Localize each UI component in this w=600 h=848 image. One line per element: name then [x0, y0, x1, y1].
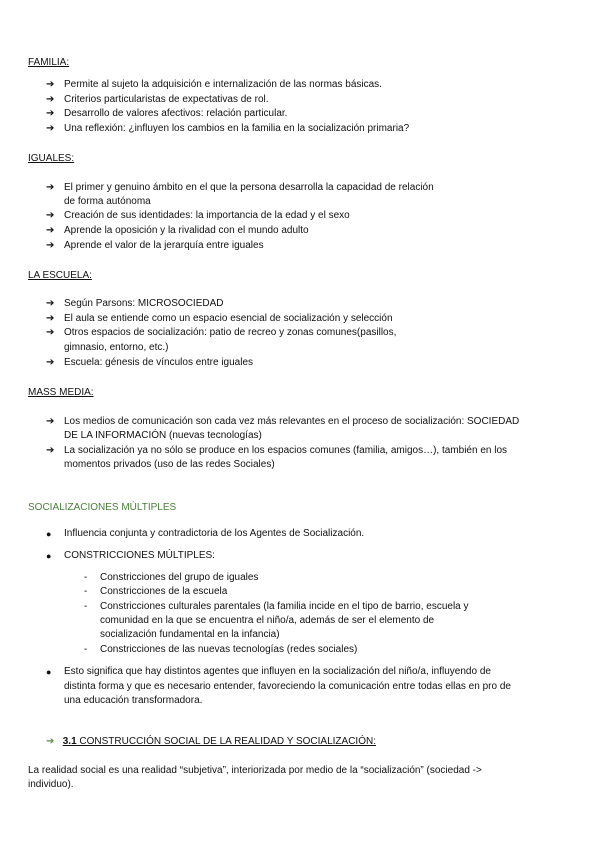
list-item: Influencia conjunta y contradictoria de los Agentes de Socialización.	[64, 528, 365, 539]
bullet-icon: ●	[46, 667, 52, 677]
list-item: El primer y genuino ámbito en el que la persona desarrolla la capacidad de relación	[64, 182, 434, 193]
list-item: La socialización ya no sólo se produce en los espacios comunes (familia, amigos…), también en los	[64, 445, 508, 456]
list-item-continuation: DE LA INFORMACIÓN (nuevas tecnologías)	[64, 430, 262, 441]
sub-item-continuation: comunidad en la que se encuentra el niño/a, además de ser el elemento de	[100, 615, 435, 626]
sub-item-continuation: socialización fundamental en la infancia)	[100, 629, 280, 640]
dash-icon: -	[84, 572, 88, 583]
list-item: Otros espacios de socialización: patio de recreo y zonas comunes(pasillos,	[64, 327, 397, 338]
arrow-icon: ➔	[46, 123, 55, 134]
list-item: Aprende el valor de la jerarquía entre iguales	[64, 240, 264, 251]
list-item: Aprende la oposición y la rivalidad con el mundo adulto	[64, 225, 309, 236]
section-title: CONSTRUCCIÓN SOCIAL DE LA REALIDAD Y SOCIALIZACIÓN:	[76, 736, 376, 747]
arrow-icon: ➔	[46, 736, 55, 747]
dash-icon: -	[84, 586, 88, 597]
dash-icon: -	[84, 601, 88, 612]
list-item: Desarrollo de valores afectivos: relación particular.	[64, 108, 288, 119]
list-item-continuation: una educación transformadora.	[64, 695, 203, 706]
list-item: CONSTRICCIONES MÚLTIPLES:	[64, 550, 215, 561]
arrow-icon: ➔	[46, 79, 55, 90]
bullet-icon: ●	[46, 529, 52, 539]
list-item-continuation: gimnasio, entorno, etc.)	[64, 342, 169, 353]
list-item: Creación de sus identidades: la importancia de la edad y el sexo	[64, 210, 350, 221]
arrow-icon: ➔	[46, 313, 55, 324]
arrow-icon: ➔	[46, 445, 55, 456]
list-item-continuation: momentos privados (uso de las redes Sociales)	[64, 459, 275, 470]
sub-item: Constricciones culturales parentales (la familia incide en el tipo de barrio, escuela y	[100, 601, 469, 612]
arrow-icon: ➔	[46, 298, 55, 309]
arrow-icon: ➔	[46, 108, 55, 119]
paragraph-line: La realidad social es una realidad “subjetiva”, interiorizada por medio de la “socialización” (sociedad ->	[28, 765, 482, 776]
arrow-icon: ➔	[46, 327, 55, 338]
section-heading	[46, 736, 376, 748]
list-item: Según Parsons: MICROSOCIEDAD	[64, 298, 224, 309]
bullet-icon: ●	[46, 551, 52, 561]
iguales-heading: IGUALES:	[28, 153, 75, 164]
list-item-continuation: distinta forma y que es necesario entender, favoreciendo la comunicación entre todas ellas en pro de	[64, 681, 511, 692]
escuela-heading: LA ESCUELA:	[28, 270, 92, 281]
sub-item: Constricciones de la escuela	[100, 586, 228, 597]
list-item: El aula se entiende como un espacio esencial de socialización y selección	[64, 313, 393, 324]
arrow-icon: ➔	[46, 416, 55, 427]
arrow-icon: ➔	[46, 94, 55, 105]
list-item: Escuela: génesis de vínculos entre iguales	[64, 357, 254, 368]
arrow-icon: ➔	[46, 225, 55, 236]
paragraph-line: individuo).	[28, 779, 74, 790]
arrow-icon: ➔	[46, 240, 55, 251]
arrow-icon: ➔	[46, 182, 55, 193]
mass-media-heading: MASS MEDIA:	[28, 387, 94, 398]
familia-heading: FAMILIA:	[28, 57, 70, 68]
arrow-icon: ➔	[46, 210, 55, 221]
sub-item: Constricciones de las nuevas tecnologías (redes sociales)	[100, 644, 358, 655]
list-item: Criterios particularistas de expectativas de rol.	[64, 94, 269, 105]
list-item: Los medios de comunicación son cada vez más relevantes en el proceso de socialización: SOCIEDAD	[64, 416, 520, 427]
multiples-heading: SOCIALIZACIONES MÚLTIPLES	[28, 502, 177, 513]
list-item: Esto significa que hay distintos agentes que influyen en la socialización del niño/a, influyendo de	[64, 666, 491, 677]
list-item-continuation: de forma autónoma	[64, 196, 151, 207]
section-number: 3.1	[62, 736, 77, 747]
arrow-icon: ➔	[46, 357, 55, 368]
sub-item: Constricciones del grupo de iguales	[100, 572, 259, 583]
dash-icon: -	[84, 644, 88, 655]
list-item: Permite al sujeto la adquisición e internalización de las normas básicas.	[64, 79, 382, 90]
list-item: Una reflexión: ¿influyen los cambios en la familia en la socialización primaria?	[64, 123, 410, 134]
